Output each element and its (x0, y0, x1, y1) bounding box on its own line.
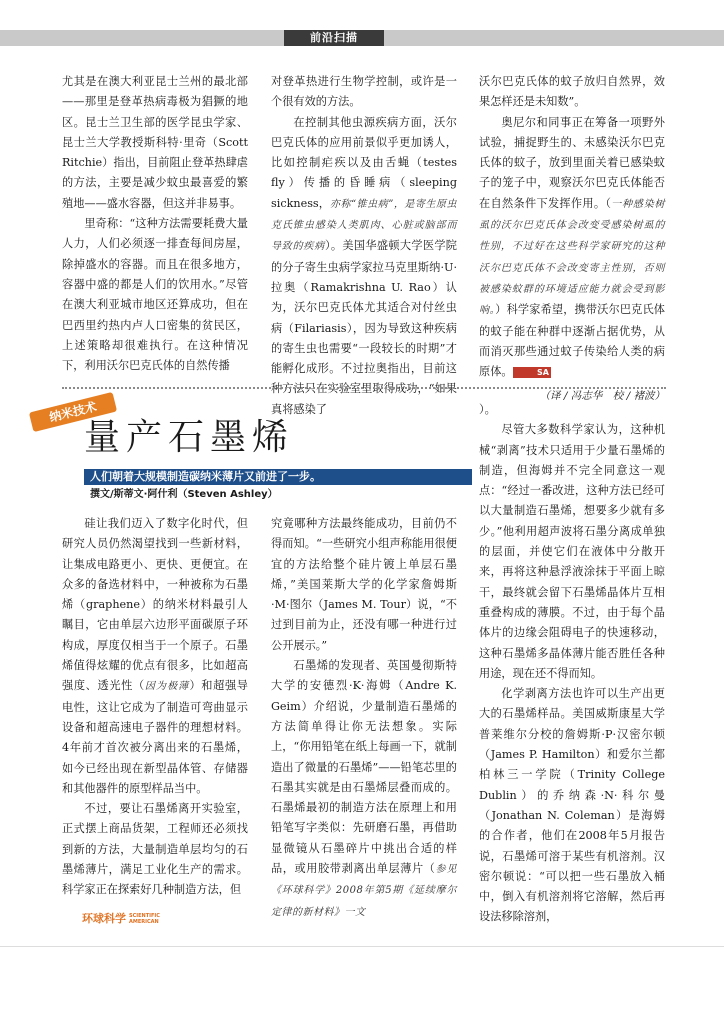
paragraph: ）。 (479, 403, 496, 416)
paragraph-text: ）。美国华盛顿大学医学院的分子寄生虫病学家拉马克里斯纳·U·拉奥（Ramakrishna U. Rao）认为，沃尔巴克氏体尤其适合对付丝虫病（Filariasis），因为导致这种疾病的寄生虫也需要“一段较长的时期”才能孵化成形。不过拉奥指出，目前这种方法只在实验室里取得成功，“如果真将感染了 (271, 239, 457, 416)
paragraph (62, 514, 248, 799)
section-header: 前沿扫描 (284, 30, 384, 46)
paragraph: 尽管大多数科学家认为，这种机械“剥离”技术只适用于少量石墨烯的制造，但海姆并不完全同意这一观点：“经过一番改进，这种方法已经可以大量制造石墨烯，想要多少就有多少。”他利用超声波将石墨分离成单独的层面，并使它们在液体中分散开来，再将这种悬浮液涂抹于平面上晾干，最终就会留下石墨烯晶体片互相重叠构成的薄膜。不过，由于每个晶体片的边缘会阻碍电子的快速移动，这种石墨烯多晶体薄片能否胜任各种用途，现在还不得而知。 (479, 423, 665, 680)
brand-logo-line2: AMERICAN (129, 919, 159, 925)
paragraph-text: 奥尼尔和同事正在筹备一项野外试验，捕捉野生的、未感染沃尔巴克氏体的蚊子，放到里面关着已感染蚊子的笼子中，观察沃尔巴克氏体能否在自然条件下发挥作用。（ (479, 115, 665, 210)
article-subtitle: 人们朝着大规模制造碳纳米薄片又前进了一步。 (84, 469, 472, 485)
magazine-brand (82, 910, 182, 928)
paragraph: 沃尔巴克氏体的蚊子放归自然界，效果怎样还是未知数”。 (479, 75, 665, 109)
section-divider (62, 387, 666, 389)
paragraph (479, 113, 665, 383)
footer-rule (0, 946, 724, 947)
paragraph: 尤其是在澳大利亚昆士兰州的最北部——那里是登革热病毒极为猖獗的地区。昆士兰卫生部的医学昆虫学家、昆士兰大学教授斯科特·里奇（Scott Ritchie）指出，目前阻止登革热肆虐的方法，主要是减少蚊虫最喜爱的繁殖地——盛水容器，但这并非易事。 (62, 75, 248, 210)
paragraph: 化学剥离方法也许可以生产出更大的石墨烯样品。美国威斯康星大学普莱维尔分校的詹姆斯·P·汉密尔顿（James P. Hamilton）和爱尔兰都柏林三一学院（Trinity College Dublin）的乔纳森·N·科尔曼（Jonathan N. Coleman）是海姆的合作者，他们在2008年5月报告说，石墨烯可溶于某些有机溶剂。汉密尔顿说：“可以把一些石墨放入桶中，倒入有机溶剂将它溶解，然后再设法移除溶剂， (479, 687, 665, 924)
editor-note: 因为极薄 (144, 681, 190, 693)
paragraph (271, 656, 457, 923)
paragraph-text: 石墨烯的发现者、英国曼彻斯特大学的安德烈·K·海姆（Andre K. Geim）介绍说，少量制造石墨烯的方法简单得让你无法想象。实际上，“你用铅笔在纸上每画一下，就制造出了微量的石墨烯”——铅笔芯里的石墨其实就是由石墨烯层叠而成的。石墨烯最初的制造方法在原理上和用铅笔写字类似：先研磨石墨，再借助显微镜从石墨碎片中挑出合适的样品，或用胶带剥离出单层薄片（ (271, 659, 457, 876)
paragraph-text: ）科学家希望，携带沃尔巴克氏体的蚊子能在种群中逐渐占据优势，从而消灭那些通过蚊子传染给人类的病原体。 (479, 303, 665, 379)
paragraph: 对登革热进行生物学控制，或许是一个很有效的方法。 (271, 75, 457, 109)
article-title: 量产石墨烯 (84, 417, 295, 458)
paragraph (271, 113, 457, 420)
article2-column-1 (62, 514, 248, 901)
category-tag: 纳米技术 (29, 392, 117, 432)
article1-column-2 (271, 72, 457, 420)
translator-credit: （译 / 冯志华 校 / 褚波） (539, 390, 665, 403)
brand-name: 环球科学 (82, 912, 126, 925)
article-byline: 撰文/斯蒂文·阿什利（Steven Ashley） (90, 489, 278, 500)
paragraph: 究竟哪种方法最终能成功，目前仍不得而知。“一些研究小组声称能用很便宜的方法给整个硅片镀上单层石墨烯，”美国莱斯大学的化学家詹姆斯·M·图尔（James M. Tour）说，“不过到目前为止，还没有哪一种进行过公开展示。” (271, 517, 457, 652)
paragraph-text: ）和超强导电性，这让它成为了制造可弯曲显示设备和超高速电子器件的理想材料。4年前才首次被分离出来的石墨烯，如今已经出现在新型晶体管、存储器和其他器件的原型样品当中。 (62, 679, 248, 795)
article2-column-3 (479, 400, 665, 928)
article2-column-2 (271, 514, 457, 923)
brand-logo (129, 913, 160, 925)
article1-column-1 (62, 72, 248, 376)
brand-logo-line1: SCIENTIFIC (129, 913, 160, 919)
article1-column-3 (479, 72, 665, 407)
editor-note: 亦称“锥虫病”，是寄生原虫克氏锥虫感染人类肌肉、心脏或脑部而导致的疾病 (271, 198, 457, 253)
paragraph-text: 硅让我们迈入了数字化时代，但研究人员仍然渴望找到一些新材料，让集成电路更小、更快、更便宜。在众多的备选材料中，一种被称为石墨烯（graphene）的纳米材料最引人瞩目，它由单层六边形平面碳原子环构成，厚度仅相当于一个原子。石墨烯值得炫耀的优点有很多，比如超高强度、透光性（ (62, 517, 248, 693)
paragraph-text: 在控制其他虫源疾病方面，沃尔巴克氏体的应用前景似乎更加诱人，比如控制疟疾以及由舌蝇（testes fly）传播的昏睡病（sleeping sickness， (271, 115, 457, 210)
paragraph: 里奇称：“这种方法需要耗费大量人力，人们必须逐一排查每间房屋，除掉盛水的容器。而且在很多地方，容器中盛的都是人们的饮用水。”尽管在澳大利亚城市地区还算成功，但在巴西里约热内卢人口密集的贫民区，上述策略却很难执行。在这种情况下，利用沃尔巴克氏体的自然传播 (62, 217, 248, 373)
editor-note: 一种感染树虱的沃尔巴克氏体会改变受感染树虱的性别，不过好在这些科学家研究的这种沃尔巴克氏体不会改变寄主性别，否则被感染蚊群的环境适应能力就会受到影响。 (479, 198, 666, 317)
editor-note: 参见《环球科学》2008年第5期《延续摩尔定律的新材料》一文 (271, 864, 457, 918)
paragraph: 不过，要让石墨烯离开实验室，正式摆上商品货架，工程师还必须找到新的方法，大量制造单层均匀的石墨烯薄片，满足工业化生产的需求。科学家正在探索好几种制造方法，但 (62, 802, 248, 897)
sa-end-badge: SA (513, 367, 551, 378)
